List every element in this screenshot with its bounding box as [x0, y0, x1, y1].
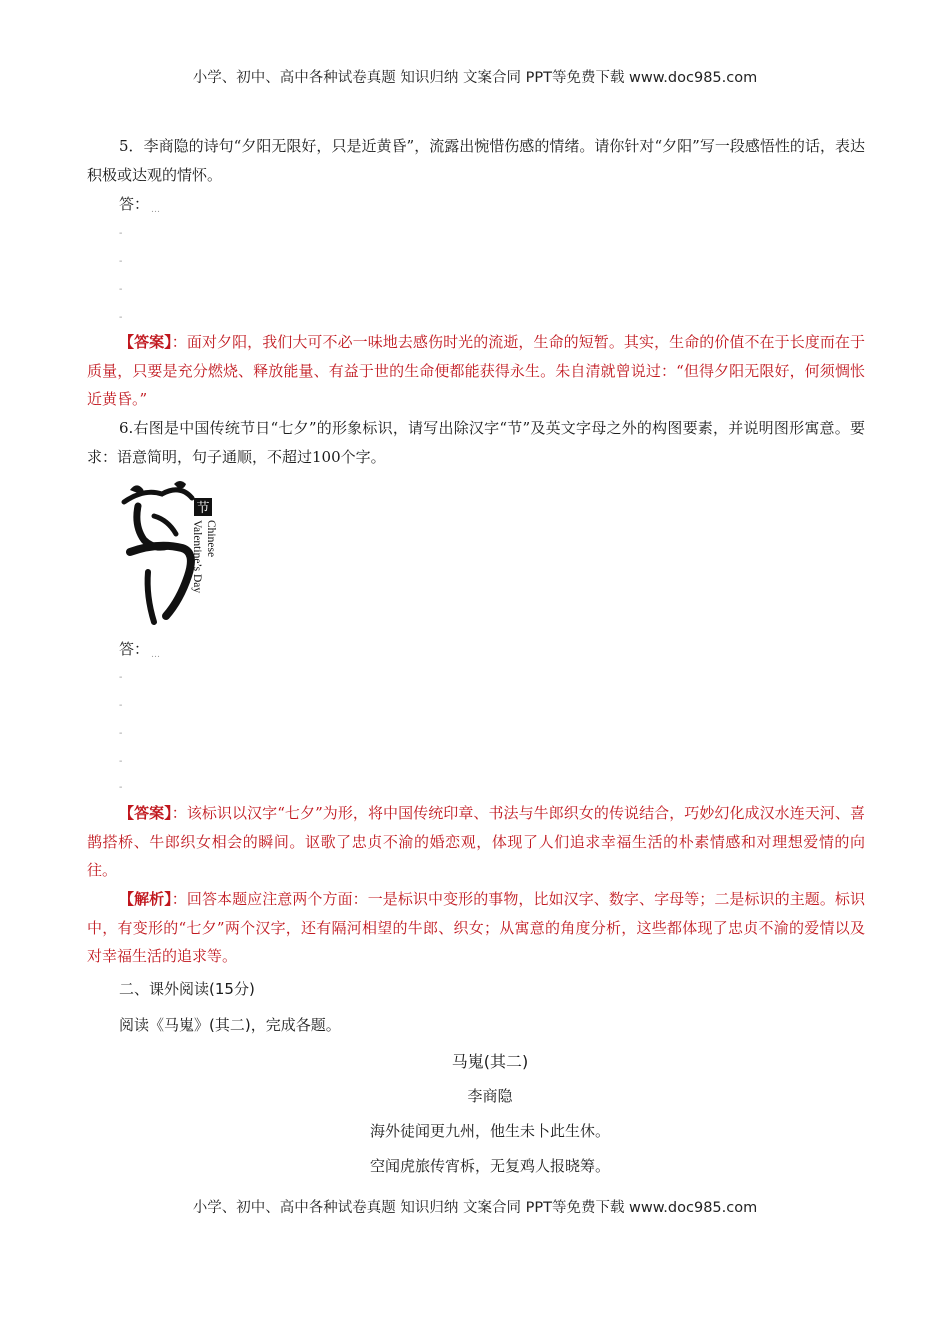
- answer-blank-line: -: [119, 672, 123, 683]
- answer-blank-line: -: [119, 228, 123, 239]
- answer-blank-line: -: [119, 312, 123, 323]
- answer-blank-line: -: [119, 756, 123, 767]
- answer-blank-line: -: [119, 256, 123, 267]
- poem-title: 马嵬(其二): [451, 1052, 529, 1071]
- page-footer: 小学、初中、高中各种试卷真题 知识归纳 文案合同 PPT等免费下载 www.doc985.com: [192, 1200, 758, 1216]
- section-instruction: 阅读《马嵬》(其二)，完成各题。: [119, 1016, 341, 1034]
- poem-line: 空闻虎旅传宵柝，无复鸡人报晓筹。: [369, 1157, 610, 1175]
- logo-seal-char: 节: [196, 501, 210, 516]
- answer-key-6: 【答案】：该标识以汉字“七夕”为形，将中国传统印章、书法与牛郎织女的传说结合，巧妙幻化成汉水连天河、喜鹊搭桥、牛郎织女相会的瞬间。讴歌了忠贞不渝的婚恋观，体现了人们追求幸福生活的朴素情感和对理想爱情的向往。: [87, 804, 865, 879]
- poem-author: 李商隐: [467, 1087, 513, 1105]
- answer-tag: 【答案】: [119, 333, 172, 351]
- answer-label-6: 答： $_\dots$: [119, 640, 161, 660]
- answer-blank-line: -: [119, 284, 123, 295]
- answer-blank-line: -: [119, 782, 123, 793]
- analysis-6: 【解析】：回答本题应注意两个方面：一是标识中变形的事物，比如汉字、数字、字母等；二是标识的主题。标识中，有变形的“七夕”两个汉字，还有隔河相望的牛郎、织女；从寓意的角度分析，这些都体现了忠贞不渝的爱情以及对幸福生活的追求等。: [87, 890, 865, 965]
- section-heading: 二、课外阅读(15分): [119, 980, 255, 998]
- answer-blank-line: -: [119, 728, 123, 739]
- answer-label-5: 答： $_\dots$: [119, 195, 161, 215]
- poem-line: 海外徒闻更九州，他生未卜此生休。: [369, 1122, 610, 1140]
- page-header: 小学、初中、高中各种试卷真题 知识归纳 文案合同 PPT等免费下载 www.doc985.com: [192, 70, 758, 86]
- question-6-text: 6.右图是中国传统节日“七夕”的形象标识，请写出除汉字“节”及英文字母之外的构图要素，并说明图形寓意。要求：语意简明，句子通顺，不超过100个字。: [87, 419, 865, 466]
- logo-english-line-1: Chinese: [205, 520, 217, 558]
- answer-key-5: 【答案】：面对夕阳，我们大可不必一味地去感伤时光的流逝，生命的短暂。其实，生命的价值不在于长度而在于质量，只要是充分燃烧、释放能量、有益于世的生命便都能获得永生。朱自清就曾说过：“但得夕阳无限好，何须惆怅近黄昏。”: [87, 333, 865, 408]
- answer-tag: 【答案】: [119, 804, 172, 822]
- answer-blank-line: -: [119, 700, 123, 711]
- analysis-tag: 【解析】: [119, 890, 172, 908]
- question-5-text: 5．李商隐的诗句“夕阳无限好，只是近黄昏”，流露出惋惜伤感的情绪。请你针对“夕阳”写一段感悟性的话，表达积极或达观的情怀。: [87, 137, 865, 184]
- qixi-calligraphy-logo: [116, 476, 226, 631]
- logo-english-line-2: Valentine’s Day: [191, 520, 203, 594]
